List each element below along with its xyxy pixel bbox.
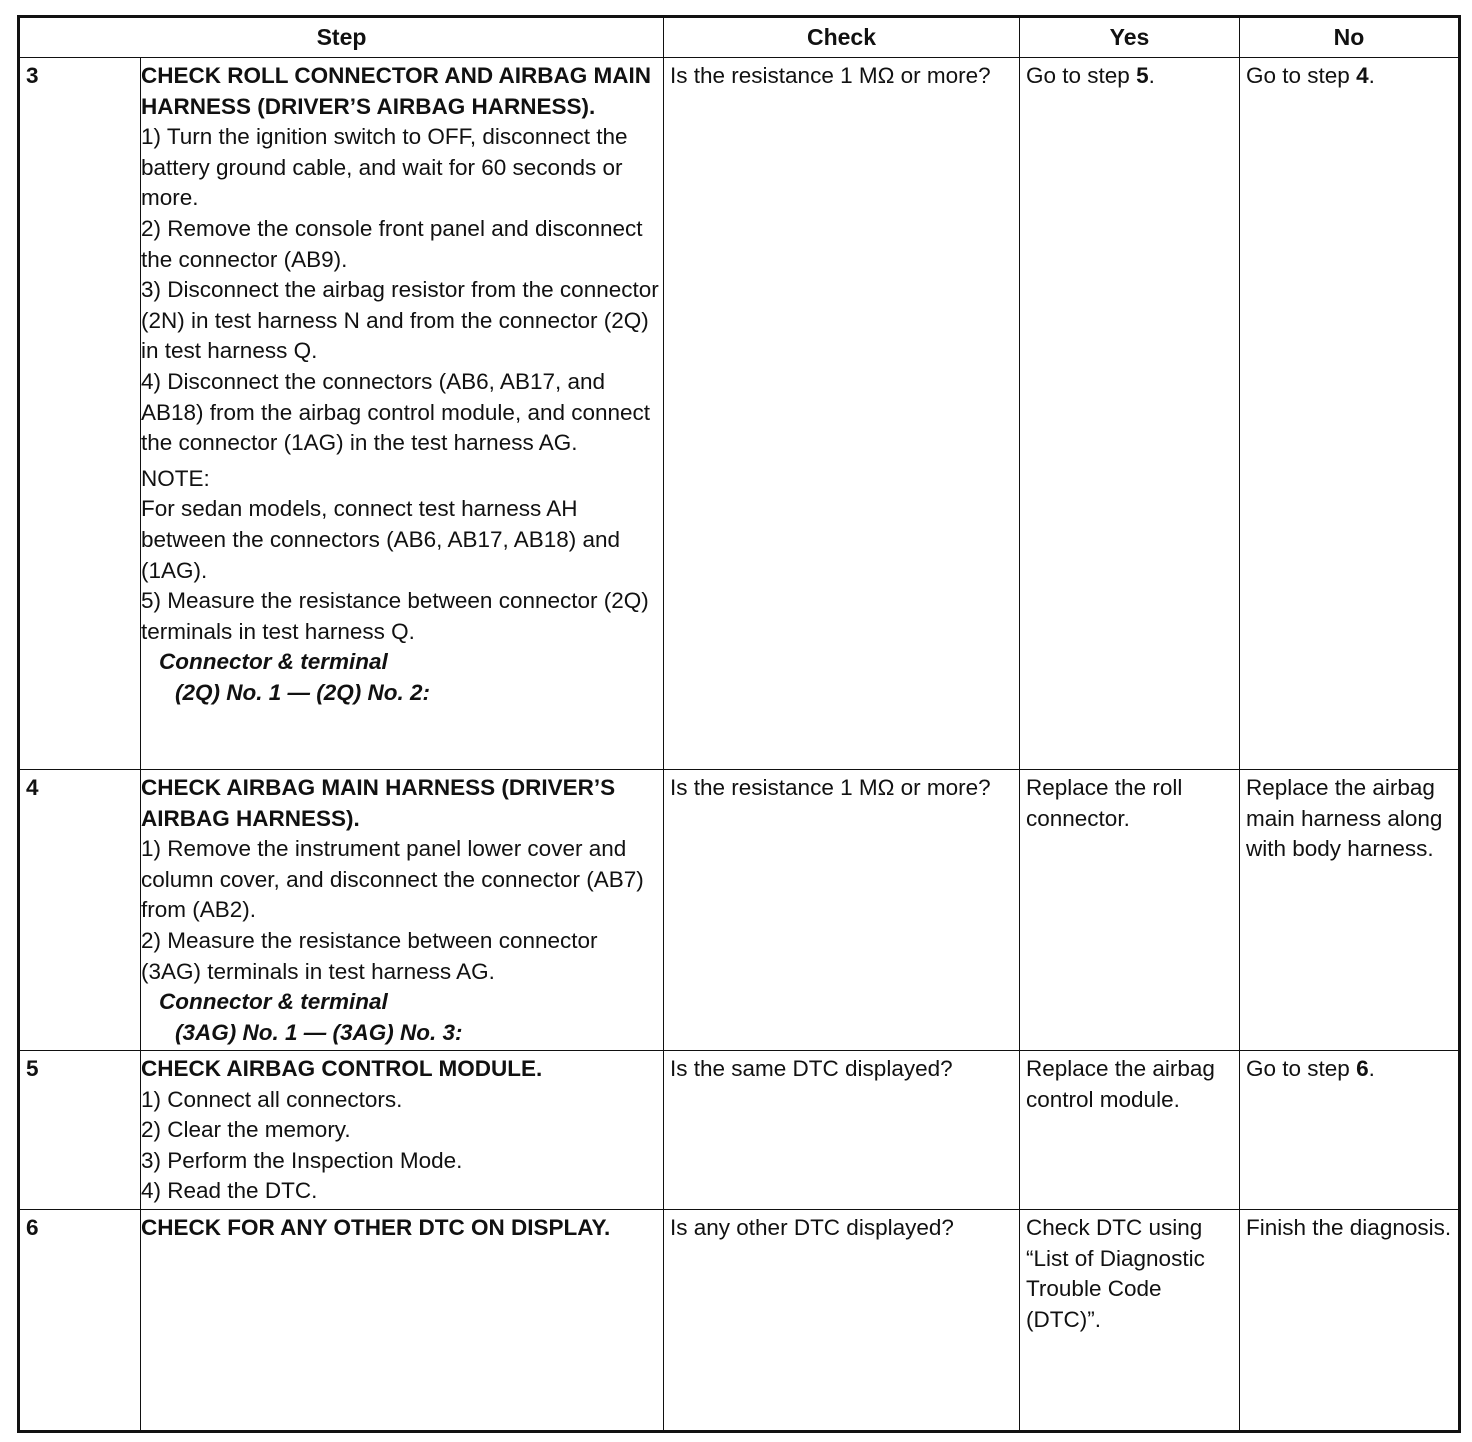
check-cell: Is the same DTC displayed? — [664, 1051, 1020, 1210]
connector-terminal-label: Connector & terminal — [159, 649, 388, 675]
check-cell: Is the resistance 1 MΩ or more? — [664, 58, 1020, 770]
substep: 3) Perform the Inspection Mode. — [141, 1147, 463, 1173]
table-row-step-5 — [19, 1051, 1460, 1210]
note-text: For sedan models, connect test harness AH between the connectors (AB6, AB17, AB18) and (1AG). — [141, 496, 621, 583]
check-cell: Is any other DTC displayed? — [664, 1210, 1020, 1432]
step-title: CHECK AIRBAG MAIN HARNESS (DRIVER’S AIRBAG HARNESS). — [141, 775, 616, 831]
header-step: Step — [19, 17, 664, 58]
step-number: 6 — [19, 1210, 141, 1432]
yes-step-link: 5 — [1136, 63, 1149, 88]
substep: 4) Disconnect the connectors (AB6, AB17, and AB18) from the airbag control module, and connect the connector (1AG) in the test harness AG. — [141, 368, 651, 456]
note-label: NOTE: — [141, 465, 210, 491]
no-text-end: . — [1368, 63, 1375, 88]
substep: 5) Measure the resistance between connector (2Q) terminals in test harness Q. — [141, 588, 649, 644]
yes-text-end: . — [1148, 63, 1155, 88]
no-text-end: . — [1368, 1056, 1375, 1081]
header-yes: Yes — [1020, 17, 1240, 58]
step-title: CHECK ROLL CONNECTOR AND AIRBAG MAIN HARNESS (DRIVER’S AIRBAG HARNESS). — [141, 63, 651, 119]
substep: 1) Remove the instrument panel lower cover and column cover, and disconnect the connector (AB7) from (AB2). — [141, 836, 644, 923]
yes-cell — [1020, 58, 1240, 770]
substep: 1) Connect all connectors. — [141, 1086, 403, 1112]
step-title: CHECK FOR ANY OTHER DTC ON DISPLAY. — [141, 1215, 611, 1240]
substep: 4) Read the DTC. — [141, 1178, 318, 1204]
table-row-step-4 — [19, 770, 1460, 1051]
no-step-link: 4 — [1356, 63, 1369, 88]
check-cell: Is the resistance 1 MΩ or more? — [664, 770, 1020, 1051]
no-cell — [1240, 58, 1460, 770]
no-text: Go to step — [1246, 63, 1357, 88]
step-number: 4 — [19, 770, 141, 1051]
table-header-row — [19, 17, 1460, 58]
step-number: 5 — [19, 1051, 141, 1210]
table-row-step-6 — [19, 1210, 1460, 1432]
no-step-link: 6 — [1356, 1056, 1369, 1081]
yes-text: Go to step — [1026, 63, 1137, 88]
header-check: Check — [664, 17, 1020, 58]
connector-terminal-value: (3AG) No. 1 — (3AG) No. 3: — [175, 1019, 463, 1045]
yes-cell: Replace the airbag control module. — [1020, 1051, 1240, 1210]
step-title: CHECK AIRBAG CONTROL MODULE. — [141, 1056, 543, 1081]
diagnostic-table — [17, 15, 1461, 1433]
step-description — [141, 770, 664, 1051]
no-cell: Finish the diagnosis. — [1240, 1210, 1460, 1432]
connector-terminal-value: (2Q) No. 1 — (2Q) No. 2: — [175, 679, 431, 705]
no-text: Go to step — [1246, 1056, 1357, 1081]
substep: 2) Measure the resistance between connector (3AG) terminals in test harness AG. — [141, 927, 598, 984]
table-row-step-3 — [19, 58, 1460, 770]
step-description — [141, 1210, 664, 1432]
step-description — [141, 58, 664, 770]
yes-cell: Check DTC using “List of Diagnostic Trouble Code (DTC)”. — [1020, 1210, 1240, 1432]
substep: 3) Disconnect the airbag resistor from the connector (2N) in test harness N and from the connector (2Q) in test harness Q. — [141, 277, 659, 364]
yes-cell: Replace the roll connector. — [1020, 770, 1240, 1051]
substep: 1) Turn the ignition switch to OFF, disconnect the battery ground cable, and wait for 60 seconds or more. — [141, 124, 628, 211]
no-cell: Replace the airbag main harness along with body harness. — [1240, 770, 1460, 1051]
header-no: No — [1240, 17, 1460, 58]
step-description — [141, 1051, 664, 1210]
step-number: 3 — [19, 58, 141, 770]
substep: 2) Clear the memory. — [141, 1117, 351, 1143]
substep: 2) Remove the console front panel and disconnect the connector (AB9). — [141, 215, 643, 272]
connector-terminal-label: Connector & terminal — [159, 989, 388, 1015]
no-cell — [1240, 1051, 1460, 1210]
